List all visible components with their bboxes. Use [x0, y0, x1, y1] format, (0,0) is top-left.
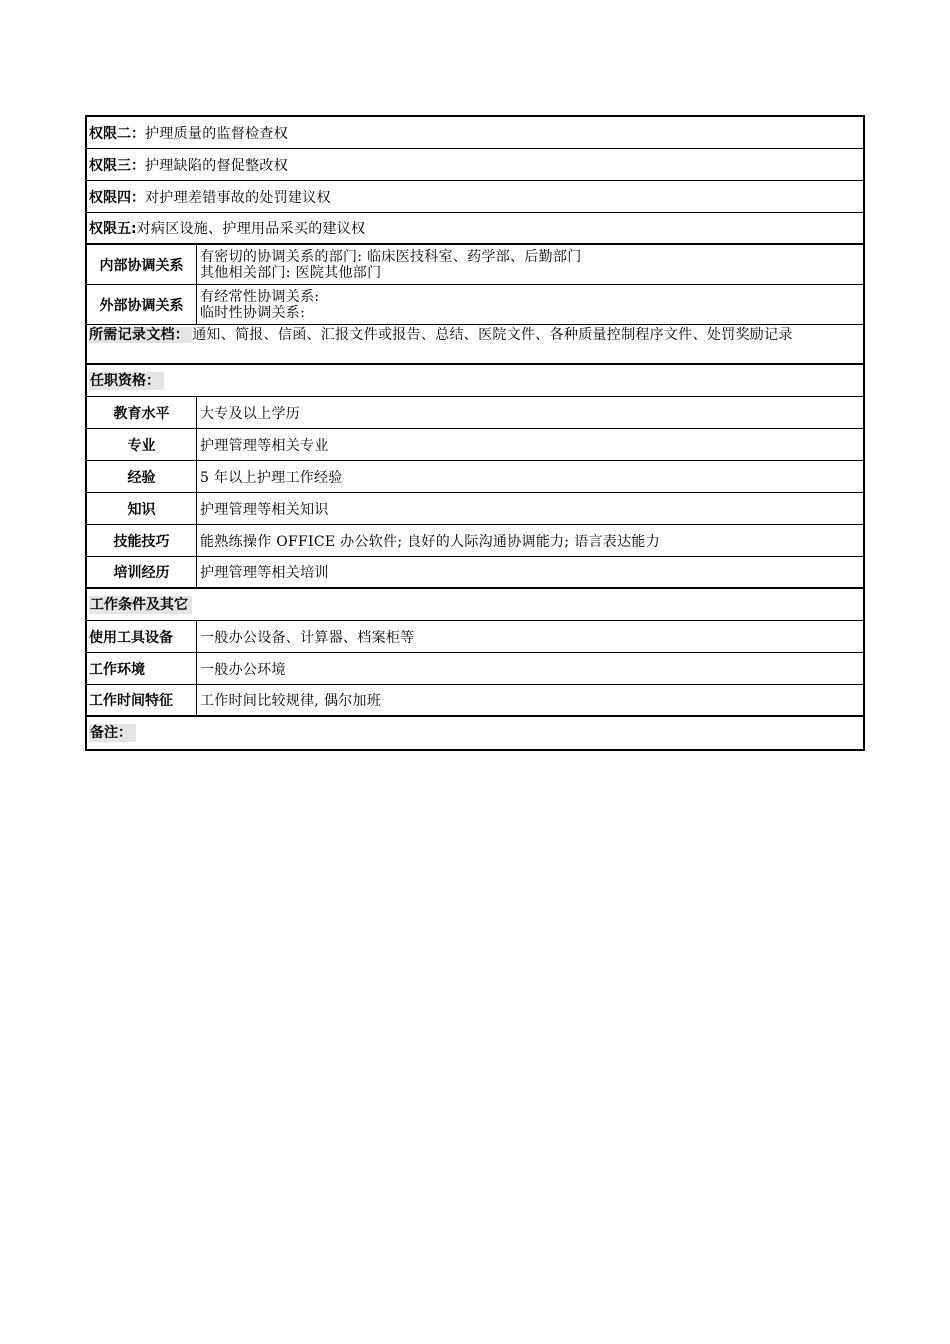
- job-description-table: [85, 115, 865, 751]
- condition-row: [87, 653, 863, 685]
- qualification-row: [87, 429, 863, 461]
- qualification-row: [87, 461, 863, 493]
- qualification-value: 护理管理等相关培训: [200, 565, 329, 581]
- authority-row-5: [87, 213, 863, 245]
- condition-label: 工作环境: [87, 653, 197, 684]
- external-coordination-line: 临时性协调关系:: [200, 304, 306, 321]
- external-coordination-line: 有经常性协调关系:: [200, 288, 320, 305]
- qualification-label: 经验: [87, 461, 197, 492]
- qualification-value: 大专及以上学历: [200, 405, 301, 422]
- qualification-row: [87, 397, 863, 429]
- qualifications-heading-row: [87, 365, 863, 397]
- qualifications-heading: 任职资格：: [89, 372, 164, 390]
- records-label: 所需记录文档：: [89, 327, 192, 343]
- qualification-row: [87, 557, 863, 589]
- authority-key: 权限三：: [89, 157, 145, 174]
- authority-key: 权限四：: [89, 189, 145, 206]
- condition-row: [87, 621, 863, 653]
- external-coordination-row: [87, 285, 863, 325]
- authority-key: 权限五:: [89, 221, 137, 237]
- external-coordination-label: 外部协调关系: [87, 285, 197, 324]
- qualification-value: 护理管理等相关知识: [200, 501, 329, 518]
- qualification-row: [87, 525, 863, 557]
- authority-row-2: [87, 117, 863, 149]
- internal-coordination-row: [87, 245, 863, 285]
- qualification-value: 能熟练操作 OFFICE 办公软件; 良好的人际沟通协调能力; 语言表达能力: [200, 533, 660, 550]
- conditions-heading: 工作条件及其它: [89, 596, 192, 614]
- authority-value: 对病区设施、护理用品采买的建议权: [136, 221, 366, 237]
- qualification-label: 教育水平: [87, 397, 197, 428]
- authority-row-3: [87, 149, 863, 181]
- remarks-label: 备注：: [89, 724, 136, 742]
- qualification-value: 5 年以上护理工作经验: [200, 469, 343, 486]
- qualification-row: [87, 493, 863, 525]
- qualification-label: 培训经历: [87, 557, 197, 587]
- condition-value: 一般办公环境: [200, 661, 286, 678]
- internal-coordination-label: 内部协调关系: [87, 245, 197, 284]
- authority-row-4: [87, 181, 863, 213]
- qualification-label: 技能技巧: [87, 525, 197, 556]
- authority-value: 护理质量的监督检查权: [145, 125, 288, 142]
- qualification-label: 知识: [87, 493, 197, 524]
- authority-value: 护理缺陷的督促整改权: [145, 157, 288, 174]
- condition-value: 一般办公设备、计算器、档案柜等: [200, 629, 415, 646]
- conditions-heading-row: [87, 589, 863, 621]
- records-row: [87, 325, 863, 365]
- condition-label: 工作时间特征: [87, 685, 197, 715]
- qualification-value: 护理管理等相关专业: [200, 437, 329, 454]
- remarks-row: [87, 717, 863, 749]
- condition-value: 工作时间比较规律, 偶尔加班: [200, 693, 382, 709]
- authority-key: 权限二：: [89, 125, 145, 142]
- authority-value: 对护理差错事故的处罚建议权: [145, 189, 331, 206]
- internal-coordination-line: 其他相关部门: 医院其他部门: [200, 264, 382, 281]
- records-value: 通知、简报、信函、汇报文件或报告、总结、医院文件、各种质量控制程序文件、处罚奖励记录: [192, 327, 793, 343]
- internal-coordination-line: 有密切的协调关系的部门: 临床医技科室、药学部、后勤部门: [200, 248, 582, 265]
- qualification-label: 专业: [87, 429, 197, 460]
- condition-row: [87, 685, 863, 717]
- condition-label: 使用工具设备: [87, 621, 197, 652]
